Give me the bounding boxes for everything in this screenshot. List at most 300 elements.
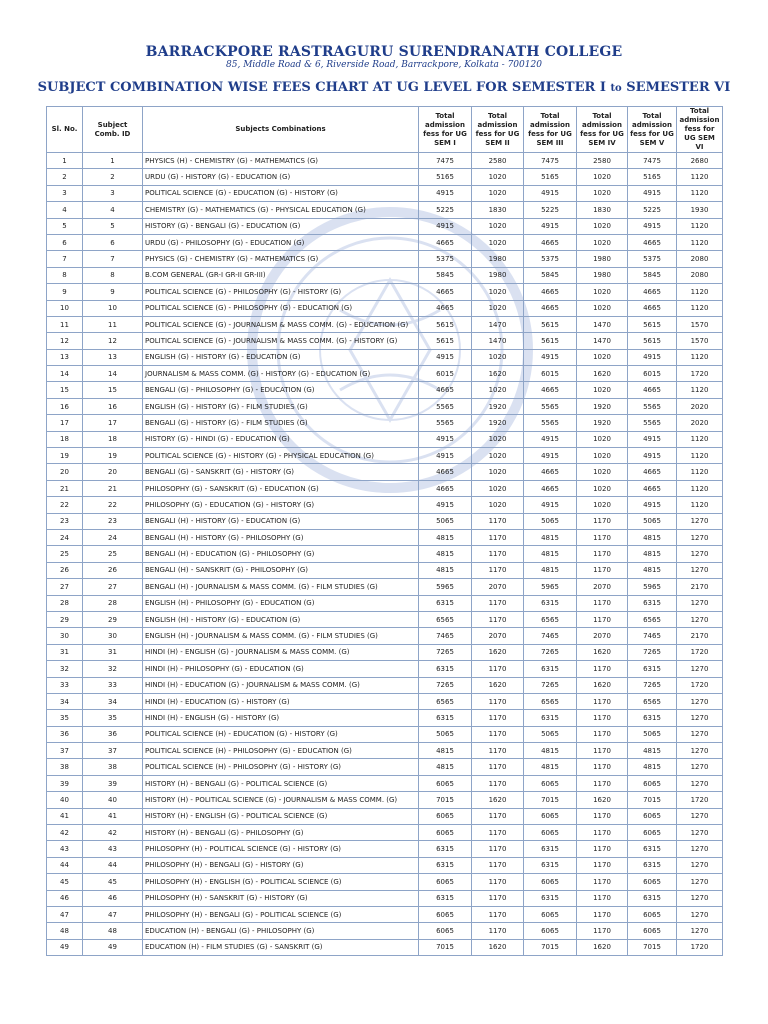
cell-sem-5: 6315 xyxy=(628,595,677,611)
cell-sem-2: 1020 xyxy=(472,464,524,480)
cell-sl-no: 22 xyxy=(47,497,83,513)
subtitle-main: SUBJECT COMBINATION WISE FEES CHART AT UG LEVEL FOR SEMESTER I xyxy=(37,80,606,95)
cell-sem-1: 4665 xyxy=(419,480,472,496)
cell-sem-6: 2680 xyxy=(677,153,723,169)
cell-sem-6: 1570 xyxy=(677,316,723,332)
cell-sem-1: 4815 xyxy=(419,529,472,545)
cell-sem-4: 1170 xyxy=(577,661,628,677)
cell-sem-5: 4665 xyxy=(628,300,677,316)
cell-sem-5: 6065 xyxy=(628,808,677,824)
cell-subjects: POLITICAL SCIENCE (G) - JOURNALISM & MASS COMM. (G) - HISTORY (G) xyxy=(143,333,419,349)
cell-sem-1: 5565 xyxy=(419,415,472,431)
cell-sem-5: 5615 xyxy=(628,333,677,349)
cell-sem-2: 1020 xyxy=(472,497,524,513)
cell-sem-5: 4815 xyxy=(628,529,677,545)
cell-subjects: PHILOSOPHY (G) - SANSKRIT (G) - EDUCATION (G) xyxy=(143,480,419,496)
cell-sem-5: 6065 xyxy=(628,874,677,890)
cell-comb-id: 34 xyxy=(83,693,143,709)
cell-sl-no: 17 xyxy=(47,415,83,431)
table-row xyxy=(47,349,723,365)
cell-sl-no: 28 xyxy=(47,595,83,611)
cell-subjects: POLITICAL SCIENCE (G) - HISTORY (G) - PHYSICAL EDUCATION (G) xyxy=(143,448,419,464)
cell-sem-1: 4915 xyxy=(419,431,472,447)
cell-sem-3: 6065 xyxy=(524,825,577,841)
cell-sem-1: 7015 xyxy=(419,939,472,955)
cell-sem-3: 6315 xyxy=(524,661,577,677)
cell-sem-4: 1170 xyxy=(577,546,628,562)
cell-sl-no: 24 xyxy=(47,529,83,545)
cell-sem-6: 1120 xyxy=(677,464,723,480)
cell-sem-1: 7265 xyxy=(419,644,472,660)
table-row xyxy=(47,857,723,873)
cell-sem-1: 4665 xyxy=(419,234,472,250)
cell-sem-4: 1020 xyxy=(577,169,628,185)
cell-subjects: B.COM GENERAL (GR-I GR-II GR-III) xyxy=(143,267,419,283)
cell-sem-2: 1020 xyxy=(472,185,524,201)
cell-comb-id: 44 xyxy=(83,857,143,873)
cell-subjects: BENGALI (H) - HISTORY (G) - EDUCATION (G) xyxy=(143,513,419,529)
cell-sl-no: 43 xyxy=(47,841,83,857)
cell-sem-5: 7015 xyxy=(628,939,677,955)
cell-sem-3: 4665 xyxy=(524,234,577,250)
cell-subjects: URDU (G) - HISTORY (G) - EDUCATION (G) xyxy=(143,169,419,185)
cell-sem-1: 4915 xyxy=(419,185,472,201)
cell-sl-no: 34 xyxy=(47,693,83,709)
cell-sem-3: 4665 xyxy=(524,480,577,496)
cell-sem-1: 6315 xyxy=(419,857,472,873)
cell-subjects: HINDI (H) - ENGLISH (G) - HISTORY (G) xyxy=(143,710,419,726)
cell-sl-no: 36 xyxy=(47,726,83,742)
cell-sem-1: 4665 xyxy=(419,464,472,480)
cell-sem-4: 1620 xyxy=(577,644,628,660)
cell-sem-6: 1120 xyxy=(677,284,723,300)
cell-sem-5: 5065 xyxy=(628,726,677,742)
cell-sem-3: 7265 xyxy=(524,677,577,693)
cell-sem-4: 1980 xyxy=(577,267,628,283)
cell-comb-id: 43 xyxy=(83,841,143,857)
cell-subjects: POLITICAL SCIENCE (G) - PHILOSOPHY (G) - HISTORY (G) xyxy=(143,284,419,300)
col-header-sem-2: Total admission fess for UG SEM II xyxy=(472,107,524,153)
cell-sem-4: 1920 xyxy=(577,398,628,414)
cell-sem-4: 1170 xyxy=(577,743,628,759)
col-header-sem-3: Total admission fess for UG SEM III xyxy=(524,107,577,153)
cell-sem-2: 1020 xyxy=(472,169,524,185)
cell-subjects: BENGALI (G) - HISTORY (G) - FILM STUDIES (G) xyxy=(143,415,419,431)
cell-sem-1: 5065 xyxy=(419,513,472,529)
table-row xyxy=(47,710,723,726)
college-name: BARRACKPORE RASTRAGURU SURENDRANATH COLLEGE xyxy=(145,44,623,60)
cell-sem-5: 4915 xyxy=(628,448,677,464)
cell-sem-2: 1470 xyxy=(472,316,524,332)
cell-sem-6: 1270 xyxy=(677,693,723,709)
cell-subjects: PHILOSOPHY (H) - ENGLISH (G) - POLITICAL SCIENCE (G) xyxy=(143,874,419,890)
cell-sl-no: 30 xyxy=(47,628,83,644)
cell-sem-6: 1120 xyxy=(677,448,723,464)
cell-sem-5: 4665 xyxy=(628,382,677,398)
cell-sem-5: 6065 xyxy=(628,775,677,791)
cell-sem-6: 1270 xyxy=(677,595,723,611)
cell-sem-5: 4815 xyxy=(628,759,677,775)
cell-sl-no: 12 xyxy=(47,333,83,349)
cell-sem-1: 6065 xyxy=(419,775,472,791)
cell-comb-id: 7 xyxy=(83,251,143,267)
table-row xyxy=(47,890,723,906)
cell-sem-3: 4665 xyxy=(524,464,577,480)
cell-sem-6: 1720 xyxy=(677,677,723,693)
cell-sem-2: 1170 xyxy=(472,693,524,709)
cell-sem-1: 4915 xyxy=(419,349,472,365)
cell-sem-6: 2080 xyxy=(677,267,723,283)
cell-sem-4: 1020 xyxy=(577,382,628,398)
cell-sl-no: 25 xyxy=(47,546,83,562)
table-row xyxy=(47,333,723,349)
cell-sem-4: 1170 xyxy=(577,808,628,824)
cell-sem-1: 6065 xyxy=(419,874,472,890)
cell-sem-1: 7015 xyxy=(419,792,472,808)
cell-sem-2: 1620 xyxy=(472,792,524,808)
cell-sem-2: 1170 xyxy=(472,808,524,824)
cell-sem-4: 1620 xyxy=(577,677,628,693)
cell-sem-5: 5845 xyxy=(628,267,677,283)
cell-sem-3: 5225 xyxy=(524,202,577,218)
cell-comb-id: 6 xyxy=(83,234,143,250)
cell-subjects: PHILOSOPHY (H) - SANSKRIT (G) - HISTORY (G) xyxy=(143,890,419,906)
table-row xyxy=(47,906,723,922)
cell-sem-2: 1020 xyxy=(472,448,524,464)
table-row xyxy=(47,366,723,382)
cell-sem-3: 6065 xyxy=(524,775,577,791)
cell-sl-no: 45 xyxy=(47,874,83,890)
cell-sem-4: 1170 xyxy=(577,562,628,578)
cell-subjects: POLITICAL SCIENCE (H) - PHILOSOPHY (G) - HISTORY (G) xyxy=(143,759,419,775)
cell-sl-no: 3 xyxy=(47,185,83,201)
cell-subjects: BENGALI (H) - SANSKRIT (G) - PHILOSOPHY (G) xyxy=(143,562,419,578)
cell-comb-id: 39 xyxy=(83,775,143,791)
table-row xyxy=(47,202,723,218)
cell-subjects: ENGLISH (G) - HISTORY (G) - FILM STUDIES (G) xyxy=(143,398,419,414)
cell-sem-6: 1270 xyxy=(677,874,723,890)
cell-sem-2: 1170 xyxy=(472,529,524,545)
cell-sem-3: 4915 xyxy=(524,448,577,464)
cell-sem-5: 6315 xyxy=(628,857,677,873)
page-subtitle xyxy=(0,80,768,95)
cell-sem-5: 4665 xyxy=(628,234,677,250)
cell-sem-3: 4665 xyxy=(524,382,577,398)
cell-sem-2: 1020 xyxy=(472,349,524,365)
cell-sem-1: 6015 xyxy=(419,366,472,382)
table-row xyxy=(47,874,723,890)
cell-sem-6: 1270 xyxy=(677,808,723,824)
cell-sem-4: 1620 xyxy=(577,939,628,955)
cell-sl-no: 6 xyxy=(47,234,83,250)
cell-sem-2: 1170 xyxy=(472,874,524,890)
cell-sem-5: 7265 xyxy=(628,677,677,693)
cell-sem-2: 1020 xyxy=(472,431,524,447)
cell-sem-3: 4915 xyxy=(524,431,577,447)
cell-sem-1: 6065 xyxy=(419,923,472,939)
cell-sem-6: 1120 xyxy=(677,300,723,316)
cell-sem-3: 5165 xyxy=(524,169,577,185)
cell-sem-6: 1120 xyxy=(677,431,723,447)
cell-sl-no: 4 xyxy=(47,202,83,218)
table-row xyxy=(47,841,723,857)
cell-sem-1: 5565 xyxy=(419,398,472,414)
cell-sem-2: 1020 xyxy=(472,218,524,234)
cell-sem-5: 7465 xyxy=(628,628,677,644)
cell-comb-id: 49 xyxy=(83,939,143,955)
cell-sem-1: 4915 xyxy=(419,218,472,234)
cell-sem-2: 1170 xyxy=(472,857,524,873)
cell-sl-no: 39 xyxy=(47,775,83,791)
cell-comb-id: 38 xyxy=(83,759,143,775)
cell-sl-no: 13 xyxy=(47,349,83,365)
col-header-sem-1: Total admission fess for UG SEM I xyxy=(419,107,472,153)
cell-sem-1: 4665 xyxy=(419,284,472,300)
table-row xyxy=(47,316,723,332)
cell-sl-no: 29 xyxy=(47,611,83,627)
cell-sem-6: 1270 xyxy=(677,743,723,759)
cell-sl-no: 27 xyxy=(47,579,83,595)
cell-sem-5: 4665 xyxy=(628,464,677,480)
cell-sem-2: 2070 xyxy=(472,628,524,644)
cell-subjects: BENGALI (H) - HISTORY (G) - PHILOSOPHY (G) xyxy=(143,529,419,545)
cell-sem-1: 4915 xyxy=(419,448,472,464)
cell-comb-id: 4 xyxy=(83,202,143,218)
cell-sem-6: 1270 xyxy=(677,825,723,841)
cell-sem-4: 1170 xyxy=(577,611,628,627)
cell-sem-2: 1170 xyxy=(472,726,524,742)
cell-sem-1: 4915 xyxy=(419,497,472,513)
cell-sem-2: 1170 xyxy=(472,595,524,611)
cell-sem-3: 7265 xyxy=(524,644,577,660)
table-row xyxy=(47,234,723,250)
cell-sem-3: 4815 xyxy=(524,529,577,545)
cell-sem-2: 1620 xyxy=(472,939,524,955)
cell-sem-4: 1470 xyxy=(577,316,628,332)
cell-sem-2: 1620 xyxy=(472,366,524,382)
cell-sem-3: 6015 xyxy=(524,366,577,382)
cell-sem-5: 5565 xyxy=(628,415,677,431)
cell-sl-no: 10 xyxy=(47,300,83,316)
cell-sl-no: 37 xyxy=(47,743,83,759)
cell-sem-5: 6565 xyxy=(628,611,677,627)
cell-sem-2: 1170 xyxy=(472,825,524,841)
cell-comb-id: 17 xyxy=(83,415,143,431)
cell-sl-no: 32 xyxy=(47,661,83,677)
cell-sem-6: 2170 xyxy=(677,579,723,595)
cell-sem-1: 5375 xyxy=(419,251,472,267)
cell-sl-no: 38 xyxy=(47,759,83,775)
cell-sem-4: 1170 xyxy=(577,775,628,791)
col-header-sem-5: Total admission fess for UG SEM V xyxy=(628,107,677,153)
cell-sem-1: 5615 xyxy=(419,333,472,349)
cell-sem-2: 1620 xyxy=(472,677,524,693)
cell-sem-3: 4915 xyxy=(524,185,577,201)
cell-sem-1: 6315 xyxy=(419,841,472,857)
cell-subjects: HINDI (H) - EDUCATION (G) - HISTORY (G) xyxy=(143,693,419,709)
cell-sem-3: 5065 xyxy=(524,726,577,742)
cell-sem-5: 4815 xyxy=(628,743,677,759)
cell-sem-5: 4915 xyxy=(628,497,677,513)
cell-subjects: HISTORY (G) - BENGALI (G) - EDUCATION (G) xyxy=(143,218,419,234)
cell-sem-6: 1720 xyxy=(677,939,723,955)
cell-subjects: HISTORY (H) - POLITICAL SCIENCE (G) - JOURNALISM & MASS COMM. (G) xyxy=(143,792,419,808)
cell-sem-4: 1170 xyxy=(577,693,628,709)
cell-subjects: HISTORY (H) - BENGALI (G) - PHILOSOPHY (G) xyxy=(143,825,419,841)
cell-sem-1: 5845 xyxy=(419,267,472,283)
cell-sem-3: 6315 xyxy=(524,595,577,611)
cell-sem-6: 2020 xyxy=(677,398,723,414)
cell-comb-id: 26 xyxy=(83,562,143,578)
cell-sl-no: 14 xyxy=(47,366,83,382)
cell-sem-1: 6315 xyxy=(419,890,472,906)
cell-comb-id: 11 xyxy=(83,316,143,332)
cell-sem-3: 7465 xyxy=(524,628,577,644)
cell-subjects: JOURNALISM & MASS COMM. (G) - HISTORY (G) - EDUCATION (G) xyxy=(143,366,419,382)
cell-sem-2: 1170 xyxy=(472,562,524,578)
cell-sl-no: 11 xyxy=(47,316,83,332)
cell-sem-4: 1020 xyxy=(577,185,628,201)
table-row xyxy=(47,218,723,234)
cell-comb-id: 13 xyxy=(83,349,143,365)
cell-sem-6: 1270 xyxy=(677,661,723,677)
cell-sem-5: 4665 xyxy=(628,480,677,496)
table-row xyxy=(47,464,723,480)
table-row xyxy=(47,398,723,414)
cell-sem-5: 6315 xyxy=(628,710,677,726)
col-header-sem-6: Total admission fess for UG SEM VI xyxy=(677,107,723,153)
cell-sem-4: 1170 xyxy=(577,726,628,742)
cell-comb-id: 33 xyxy=(83,677,143,693)
cell-sem-3: 6315 xyxy=(524,710,577,726)
cell-comb-id: 21 xyxy=(83,480,143,496)
cell-sem-1: 6315 xyxy=(419,595,472,611)
table-row xyxy=(47,726,723,742)
table-header-row xyxy=(47,107,723,153)
cell-sem-1: 4665 xyxy=(419,382,472,398)
cell-sem-2: 1170 xyxy=(472,923,524,939)
cell-subjects: ENGLISH (G) - HISTORY (G) - EDUCATION (G) xyxy=(143,349,419,365)
cell-sem-6: 1120 xyxy=(677,349,723,365)
cell-sl-no: 1 xyxy=(47,153,83,169)
cell-sem-1: 5615 xyxy=(419,316,472,332)
cell-sem-5: 5615 xyxy=(628,316,677,332)
cell-sem-3: 7015 xyxy=(524,939,577,955)
cell-sem-4: 1170 xyxy=(577,595,628,611)
cell-sem-5: 6065 xyxy=(628,906,677,922)
cell-sl-no: 5 xyxy=(47,218,83,234)
cell-comb-id: 5 xyxy=(83,218,143,234)
cell-sem-6: 1270 xyxy=(677,759,723,775)
cell-sem-1: 4665 xyxy=(419,300,472,316)
table-row xyxy=(47,415,723,431)
cell-sem-4: 1020 xyxy=(577,497,628,513)
table-row xyxy=(47,792,723,808)
cell-comb-id: 25 xyxy=(83,546,143,562)
cell-sem-1: 4815 xyxy=(419,743,472,759)
cell-sem-1: 5225 xyxy=(419,202,472,218)
cell-subjects: POLITICAL SCIENCE (G) - EDUCATION (G) - HISTORY (G) xyxy=(143,185,419,201)
cell-comb-id: 40 xyxy=(83,792,143,808)
subtitle-end: SEMESTER VI xyxy=(626,80,731,95)
cell-sem-2: 1920 xyxy=(472,415,524,431)
cell-sem-3: 4665 xyxy=(524,300,577,316)
table-row xyxy=(47,448,723,464)
cell-sem-2: 2070 xyxy=(472,579,524,595)
cell-sem-1: 6315 xyxy=(419,661,472,677)
cell-sl-no: 15 xyxy=(47,382,83,398)
cell-sem-3: 6315 xyxy=(524,841,577,857)
cell-sem-6: 1270 xyxy=(677,529,723,545)
cell-sem-1: 6315 xyxy=(419,710,472,726)
cell-sem-4: 1620 xyxy=(577,792,628,808)
cell-sem-4: 1980 xyxy=(577,251,628,267)
cell-sem-4: 1170 xyxy=(577,857,628,873)
col-header-sl-no: Sl. No. xyxy=(47,107,83,153)
cell-comb-id: 15 xyxy=(83,382,143,398)
cell-subjects: PHYSICS (H) - CHEMISTRY (G) - MATHEMATICS (G) xyxy=(143,153,419,169)
cell-sem-6: 1120 xyxy=(677,234,723,250)
table-row xyxy=(47,267,723,283)
cell-sem-6: 1270 xyxy=(677,857,723,873)
cell-sem-6: 1930 xyxy=(677,202,723,218)
cell-sl-no: 49 xyxy=(47,939,83,955)
cell-sem-3: 5565 xyxy=(524,415,577,431)
table-row xyxy=(47,529,723,545)
cell-sem-6: 1120 xyxy=(677,169,723,185)
table-row xyxy=(47,661,723,677)
cell-sem-3: 4815 xyxy=(524,562,577,578)
cell-subjects: ENGLISH (H) - HISTORY (G) - EDUCATION (G) xyxy=(143,611,419,627)
table-row xyxy=(47,169,723,185)
table-row xyxy=(47,497,723,513)
cell-sem-6: 1720 xyxy=(677,366,723,382)
table-row xyxy=(47,562,723,578)
cell-sem-5: 6315 xyxy=(628,661,677,677)
cell-sem-5: 6015 xyxy=(628,366,677,382)
cell-sem-2: 1170 xyxy=(472,710,524,726)
cell-sl-no: 20 xyxy=(47,464,83,480)
table-row xyxy=(47,595,723,611)
cell-sem-3: 6065 xyxy=(524,808,577,824)
cell-comb-id: 32 xyxy=(83,661,143,677)
cell-comb-id: 1 xyxy=(83,153,143,169)
cell-subjects: BENGALI (G) - PHILOSOPHY (G) - EDUCATION (G) xyxy=(143,382,419,398)
cell-sem-3: 4915 xyxy=(524,349,577,365)
cell-sem-3: 6565 xyxy=(524,693,577,709)
cell-sem-3: 6565 xyxy=(524,611,577,627)
cell-sem-5: 4915 xyxy=(628,431,677,447)
cell-comb-id: 8 xyxy=(83,267,143,283)
cell-sem-5: 5965 xyxy=(628,579,677,595)
cell-sem-2: 1470 xyxy=(472,333,524,349)
table-row xyxy=(47,808,723,824)
cell-sem-4: 1620 xyxy=(577,366,628,382)
cell-sem-2: 1170 xyxy=(472,841,524,857)
table-row xyxy=(47,382,723,398)
table-row xyxy=(47,775,723,791)
cell-sem-4: 1470 xyxy=(577,333,628,349)
cell-sem-3: 6315 xyxy=(524,890,577,906)
cell-comb-id: 23 xyxy=(83,513,143,529)
cell-sem-6: 1720 xyxy=(677,792,723,808)
cell-sem-4: 1170 xyxy=(577,759,628,775)
cell-sem-6: 1270 xyxy=(677,890,723,906)
table-row xyxy=(47,939,723,955)
cell-comb-id: 22 xyxy=(83,497,143,513)
cell-sem-2: 1620 xyxy=(472,644,524,660)
cell-subjects: CHEMISTRY (G) - MATHEMATICS (G) - PHYSICAL EDUCATION (G) xyxy=(143,202,419,218)
